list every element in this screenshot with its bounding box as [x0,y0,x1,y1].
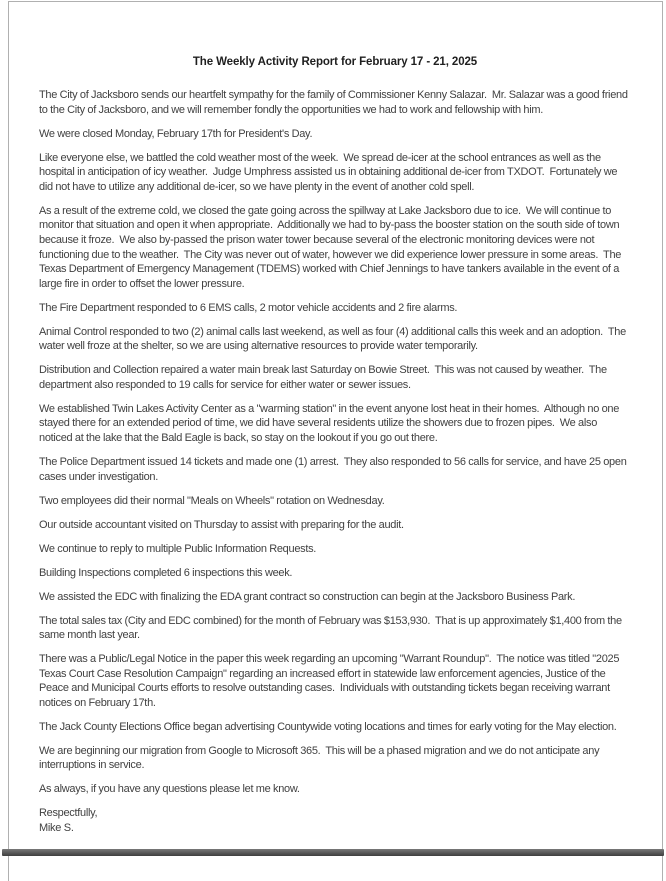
report-paragraph: We continue to reply to multiple Public Information Requests. [39,542,317,555]
closing-block [39,806,631,835]
report-paragraph: The Police Department issued 14 tickets and made one (1) arrest. They also responded to 56 calls for service, and have 25 open cases under investigation. [39,456,630,483]
report-paragraph: Our outside accountant visited on Thursday to assist with preparing for the audit. [39,518,404,531]
page-title: The Weekly Activity Report for February 17 - 21, 2025 [192,56,478,68]
report-paragraph: The total sales tax (City and EDC combined) for the month of February was $153,930. That is up approximately $1,400 from the same month last year. [39,614,625,642]
closing-salutation: Respectfully, [39,807,98,820]
report-paragraph: As a result of the extreme cold, we closed the gate going across the spillway at Lake Jacksboro due to ice. We will continue to monitor that situation and open it when appropriate. Additionally we had to by-pass the booster station on the south side of town because it froze. We also by-passed the prison water tower because several of the electronic monitoring devices were not functioning due to the weather. The City was never out of water, however we did experience lower pressure in some areas. The Texas Department of Emergency Management (TDEMS) worked with Chief Jennings to have tankers available in the event of a large fire in order to offset the lower pressure. [39,204,624,290]
report-body [39,88,631,797]
report-paragraph: As always, if you have any questions please let me know. [39,783,300,796]
report-page [8,1,663,881]
report-paragraph: We are beginning our migration from Google to Microsoft 365. This will be a phased migration and we do not anticipate any interruptions in service. [39,744,602,772]
bottom-edge-bar [2,849,664,856]
report-paragraph: The City of Jacksboro sends our heartfelt sympathy for the family of Commissioner Kenny Salazar. Mr. Salazar was a good friend to the City of Jacksboro, and we will remember fondly the opportunities we had to work and fellowship with him. [39,89,631,116]
report-paragraph: The Jack County Elections Office began advertising Countywide voting locations and times for early voting for the May election. [39,720,617,733]
report-paragraph: There was a Public/Legal Notice in the paper this week regarding an upcoming "Warrant Roundup". The notice was titled "2025 Texas Court Case Resolution Campaign" regarding an increased effort in statewide law enforcement agencies, Justice of the Peace and Municipal Courts efforts to resolve outstanding cases. Individuals with outstanding tickets began receiving warrant notices on February 17th. [39,653,622,709]
report-paragraph: Two employees did their normal "Meals on Wheels" rotation on Wednesday. [39,494,385,507]
report-paragraph: The Fire Department responded to 6 EMS calls, 2 motor vehicle accidents and 2 fire alarms. [39,301,458,314]
report-paragraph: Distribution and Collection repaired a water main break last Saturday on Bowie Street. This was not caused by weather. The department also responded to 19 calls for service for either water or sewer issues. [39,364,610,391]
report-paragraph: We established Twin Lakes Activity Center as a "warming station" in the event anyone lost heat in their homes. Although no one stayed there for an extended period of time, we did have several residents utilize the showers due to frozen pipes. We also noticed at the lake that the Bald Eagle is back, so stay on the lookout if you go out there. [39,402,622,445]
report-paragraph: Like everyone else, we battled the cold weather most of the week. We spread de-icer at the school entrances as well as the hospital in anticipation of icy weather. Judge Umphress assisted us in obtaining additional de-icer from TXDOT. Fortunately we did not have to utilize any additional de-icer, so we have plenty in the event of another cold spell. [39,151,620,193]
report-paragraph: We assisted the EDC with finalizing the EDA grant contract so construction can begin at the Jacksboro Business Park. [39,590,576,603]
report-paragraph: Building Inspections completed 6 inspections this week. [39,566,293,579]
closing-signature: Mike S. [39,821,74,834]
report-paragraph: Animal Control responded to two (2) animal calls last weekend, as well as four (4) additional calls this week and an adoption. The water well froze at the shelter, so we are using alternative resources to provide water temporarily. [39,325,629,353]
report-paragraph: We were closed Monday, February 17th for President's Day. [39,127,313,140]
